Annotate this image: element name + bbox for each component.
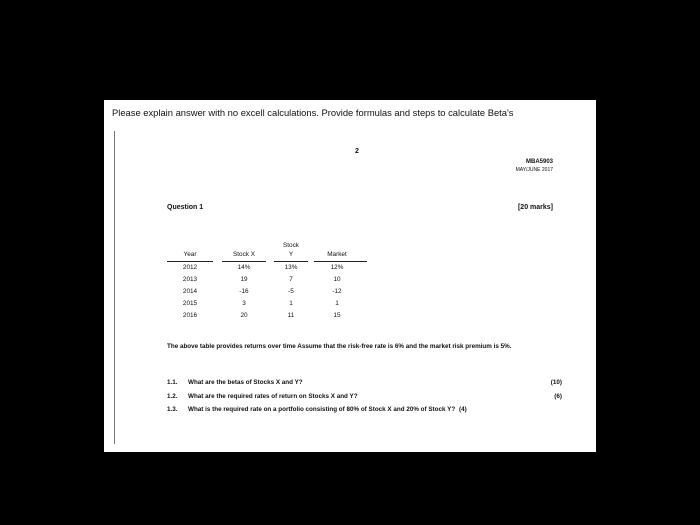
question-number: 1.2. xyxy=(167,393,178,400)
question-marks: [20 marks] xyxy=(517,204,553,211)
course-code: MBA5903 xyxy=(525,159,553,165)
rule-stock-x xyxy=(222,261,266,262)
table-cell: 1 xyxy=(335,300,339,307)
question-number: 1.3. xyxy=(167,406,178,413)
table-cell: 2013 xyxy=(182,276,198,283)
table-cell: 2016 xyxy=(182,312,198,319)
session-date: MAY/JUNE 2017 xyxy=(515,167,553,173)
margin-line xyxy=(114,131,115,444)
question-number: 1.1. xyxy=(167,379,178,386)
table-cell: 11 xyxy=(287,312,295,319)
rule-stock-y xyxy=(274,261,308,262)
header-stock-y: Y xyxy=(288,251,294,258)
instruction-text: Please explain answer with no excell calculations. Provide formulas and steps to calculate Beta's xyxy=(112,107,514,118)
header-year: Year xyxy=(183,251,197,258)
table-group-header: Stock xyxy=(283,242,299,249)
table-cell: -5 xyxy=(288,288,294,295)
question-title: Question 1 xyxy=(167,204,204,211)
page-number: 2 xyxy=(355,148,359,155)
table-cell: 2012 xyxy=(182,264,198,271)
table-cell: 19 xyxy=(240,276,248,283)
table-cell: -12 xyxy=(332,288,342,295)
table-cell: 7 xyxy=(289,276,293,283)
table-cell: 15 xyxy=(333,312,341,319)
document-page xyxy=(104,100,596,452)
rule-year xyxy=(167,261,213,262)
table-cell: 13% xyxy=(284,264,298,271)
table-cell: 3 xyxy=(242,300,246,307)
table-cell: 14% xyxy=(237,264,251,271)
question-paragraph: The above table provides returns over time Assume that the risk-free rate is 6% and the market risk premium is 5%. xyxy=(167,343,512,350)
question-text: What is the required rate on a portfolio consisting of 80% of Stock X and 20% of Stock Y? xyxy=(188,406,456,413)
question-mark-value: (6) xyxy=(554,393,562,400)
question-text: What are the required rates of return on Stocks X and Y? xyxy=(188,393,358,400)
question-mark-value: (4) xyxy=(459,406,467,413)
rule-market xyxy=(314,261,367,262)
table-cell: 2014 xyxy=(182,288,198,295)
table-cell: 1 xyxy=(289,300,293,307)
table-cell: 2015 xyxy=(182,300,198,307)
question-text: What are the betas of Stocks X and Y? xyxy=(188,379,303,386)
header-market: Market xyxy=(327,251,347,258)
table-cell: 12% xyxy=(330,264,344,271)
table-cell: 20 xyxy=(240,312,248,319)
table-cell: 10 xyxy=(333,276,341,283)
header-stock-x: Stock X xyxy=(232,251,256,258)
table-cell: -16 xyxy=(239,288,249,295)
question-mark-value: (10) xyxy=(550,379,562,386)
